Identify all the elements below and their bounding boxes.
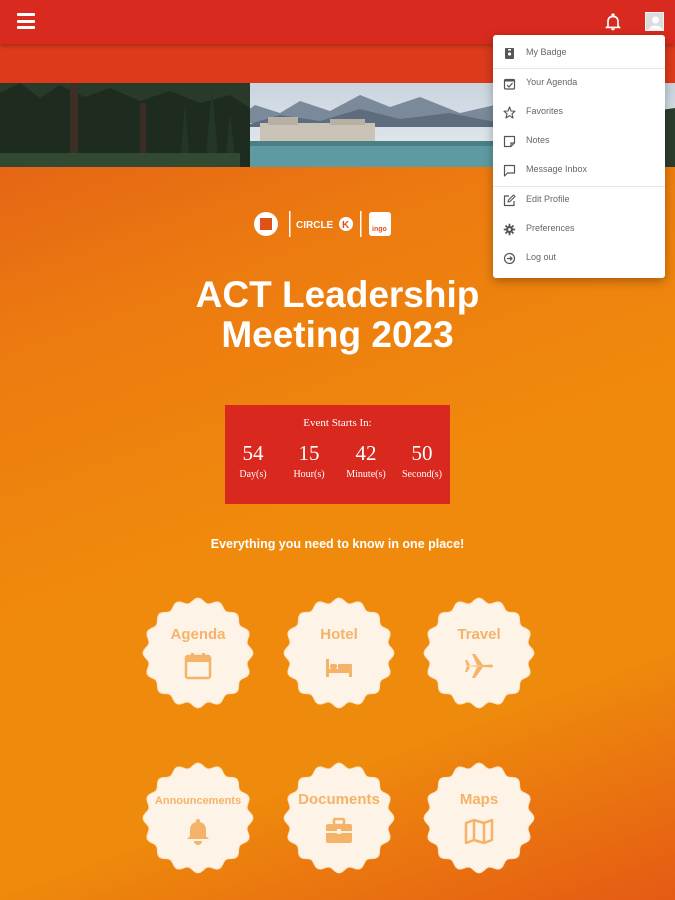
tile-agenda[interactable]: Agenda <box>142 597 254 709</box>
svg-text:K: K <box>342 220 350 231</box>
bell-icon <box>183 816 213 846</box>
countdown-seconds: 50 Second(s) <box>402 441 442 480</box>
bed-icon <box>324 651 354 681</box>
countdown-days: 54 Day(s) <box>239 441 267 480</box>
map-icon <box>464 816 494 846</box>
gear-icon <box>503 223 516 236</box>
airplane-icon <box>464 651 494 681</box>
sponsor-logos <box>252 208 398 240</box>
avatar-icon[interactable] <box>645 12 664 31</box>
menu-item-message-inbox[interactable]: Message Inbox <box>493 156 665 185</box>
tile-maps[interactable]: Maps <box>423 762 535 874</box>
tile-announcements[interactable]: Announcements <box>142 762 254 874</box>
profile-dropdown-menu <box>493 35 665 278</box>
menu-item-log-out[interactable]: Log out <box>493 244 665 273</box>
edit-icon <box>503 194 516 207</box>
countdown-hours: 15 Hour(s) <box>293 441 325 480</box>
message-icon <box>503 164 516 177</box>
circle-k-logo-text: CIRCLE <box>296 220 334 231</box>
hamburger-icon[interactable] <box>17 13 35 29</box>
note-icon <box>503 135 516 148</box>
logout-icon <box>503 252 516 265</box>
calendar-icon <box>183 651 213 681</box>
calendar-check-icon <box>503 77 516 90</box>
menu-item-favorites[interactable]: Favorites <box>493 98 665 127</box>
countdown-minutes: 42 Minute(s) <box>346 441 386 480</box>
tile-hotel[interactable]: Hotel <box>283 597 395 709</box>
badge-icon <box>503 47 516 60</box>
tile-documents[interactable]: Documents <box>283 762 395 874</box>
menu-item-preferences[interactable]: Preferences <box>493 215 665 244</box>
menu-item-notes[interactable]: Notes <box>493 127 665 156</box>
menu-item-edit-profile[interactable]: Edit Profile <box>493 186 665 215</box>
countdown-label: Event Starts In: <box>303 417 372 429</box>
briefcase-icon <box>324 816 354 846</box>
menu-item-your-agenda[interactable]: Your Agenda <box>493 69 665 98</box>
star-icon <box>503 106 516 119</box>
bell-icon[interactable] <box>603 12 623 32</box>
event-title: ACT Leadership Meeting 2023 <box>195 274 480 355</box>
tile-travel[interactable]: Travel <box>423 597 535 709</box>
menu-item-my-badge[interactable]: My Badge <box>493 39 665 68</box>
svg-text:ingo: ingo <box>372 226 387 233</box>
countdown-timer <box>225 405 450 504</box>
tagline: Everything you need to know in one place! <box>210 537 465 551</box>
